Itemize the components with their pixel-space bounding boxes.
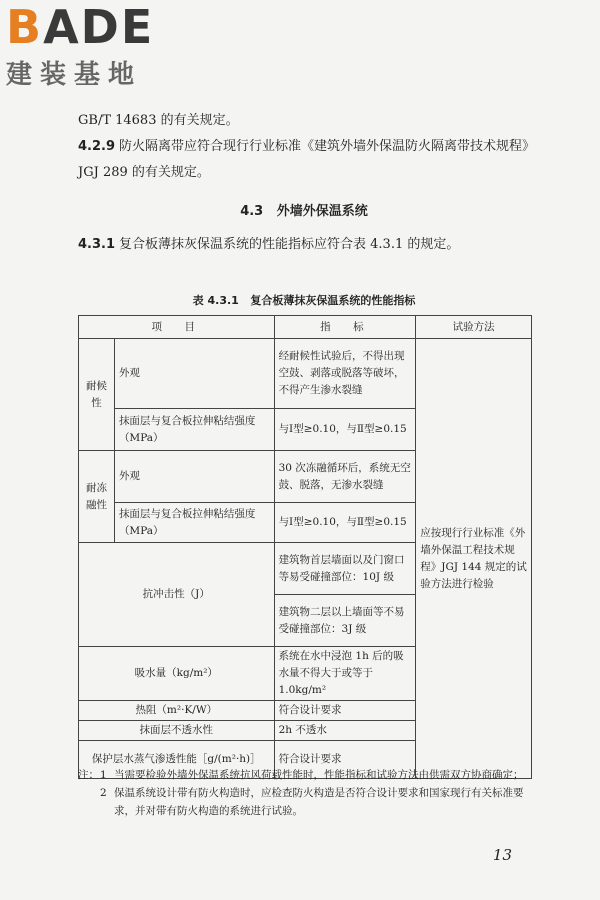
paragraph-continuation: GB/T 14683 的有关规定。	[78, 113, 239, 128]
row-item: 外观	[114, 451, 274, 503]
row-item: 吸水量（kg/m²）	[79, 647, 275, 701]
clause-number: 4.2.9	[78, 139, 116, 154]
row-item: 外观	[114, 339, 274, 409]
test-method-cell: 应按现行行业标准《外墙外保温工程技术规程》JGJ 144 规定的试验方法进行检验	[416, 339, 532, 779]
row-item: 抹面层不透水性	[79, 721, 275, 741]
page-number: 13	[492, 846, 512, 864]
row-value: 30 次冻融循环后，系统无空鼓、脱落，无渗水裂缝	[274, 451, 416, 503]
row-item: 保护层水蒸气渗透性能［g/(m²·h)］	[79, 741, 275, 779]
section-title: 外墙外保温系统	[276, 204, 368, 219]
row-value: 建筑物二层以上墙面等不易受碰撞部位：3J 级	[274, 595, 416, 647]
row-value: 经耐候性试验后，不得出现空鼓、剥落或脱落等破坏，不得产生渗水裂缝	[274, 339, 416, 409]
section-number: 4.3	[240, 204, 264, 219]
header-indicator: 指 标	[274, 316, 416, 339]
clause-text: 防火隔离带应符合现行行业标准《建筑外墙外保温防火隔离带技术规程》JGJ 289 的有关规定。	[78, 139, 529, 180]
clause-text: 复合板薄抹灰保温系统的性能指标应符合表 4.3.1 的规定。	[119, 237, 460, 252]
row-item-impact: 抗冲击性（J）	[79, 543, 275, 647]
note-item	[78, 784, 532, 820]
row-value: 符合设计要求	[274, 741, 416, 779]
note-item	[78, 766, 532, 784]
row-value: 符合设计要求	[274, 701, 416, 721]
group-freeze-thaw: 耐冻融性	[79, 451, 115, 543]
note-text: 保温系统设计带有防火构造时，应检查防火构造是否符合设计要求和国家现行有关标准要求，并对带有防火构造的系统进行试验。	[114, 787, 524, 817]
clause-4-3-1	[78, 232, 530, 258]
note-number: 2	[100, 787, 107, 799]
table-notes	[78, 766, 532, 820]
row-value: 与Ⅰ型≥0.10，与Ⅱ型≥0.15	[274, 409, 416, 451]
row-item: 抹面层与复合板拉伸粘结强度（MPa）	[114, 409, 274, 451]
table-title: 复合板薄抹灰保温系统的性能指标	[250, 294, 416, 307]
note-number: 1	[100, 769, 107, 781]
row-item: 热阻（m²·K/W）	[79, 701, 275, 721]
header-test-method: 试验方法	[416, 316, 532, 339]
section-heading	[78, 200, 530, 219]
row-item: 抹面层与复合板拉伸粘结强度（MPa）	[114, 503, 274, 543]
performance-table	[78, 315, 532, 779]
group-weathering: 耐候性	[79, 339, 115, 451]
table-row	[79, 339, 532, 409]
brand-logo	[6, 0, 155, 91]
clause-number: 4.3.1	[78, 237, 116, 252]
row-value: 2h 不透水	[274, 721, 416, 741]
row-value: 建筑物首层墙面以及门窗口等易受碰撞部位：10J 级	[274, 543, 416, 595]
table-number: 表 4.3.1	[192, 294, 239, 307]
table-header-row	[79, 316, 532, 339]
table-caption	[78, 292, 530, 308]
brand-wordmark: BADE	[6, 0, 155, 54]
note-text: 当需要检验外墙外保温系统抗风荷载性能时，性能指标和试验方法由供需双方协商确定；	[114, 769, 524, 781]
header-item: 项 目	[79, 316, 275, 339]
row-value: 系统在水中浸泡 1h 后的吸水量不得大于或等于 1.0kg/m²	[274, 647, 416, 701]
brand-subtitle: 建装基地	[6, 60, 143, 90]
row-value: 与Ⅰ型≥0.10，与Ⅱ型≥0.15	[274, 503, 416, 543]
clause-4-2-9	[78, 134, 530, 186]
notes-label: 注：	[78, 769, 99, 781]
